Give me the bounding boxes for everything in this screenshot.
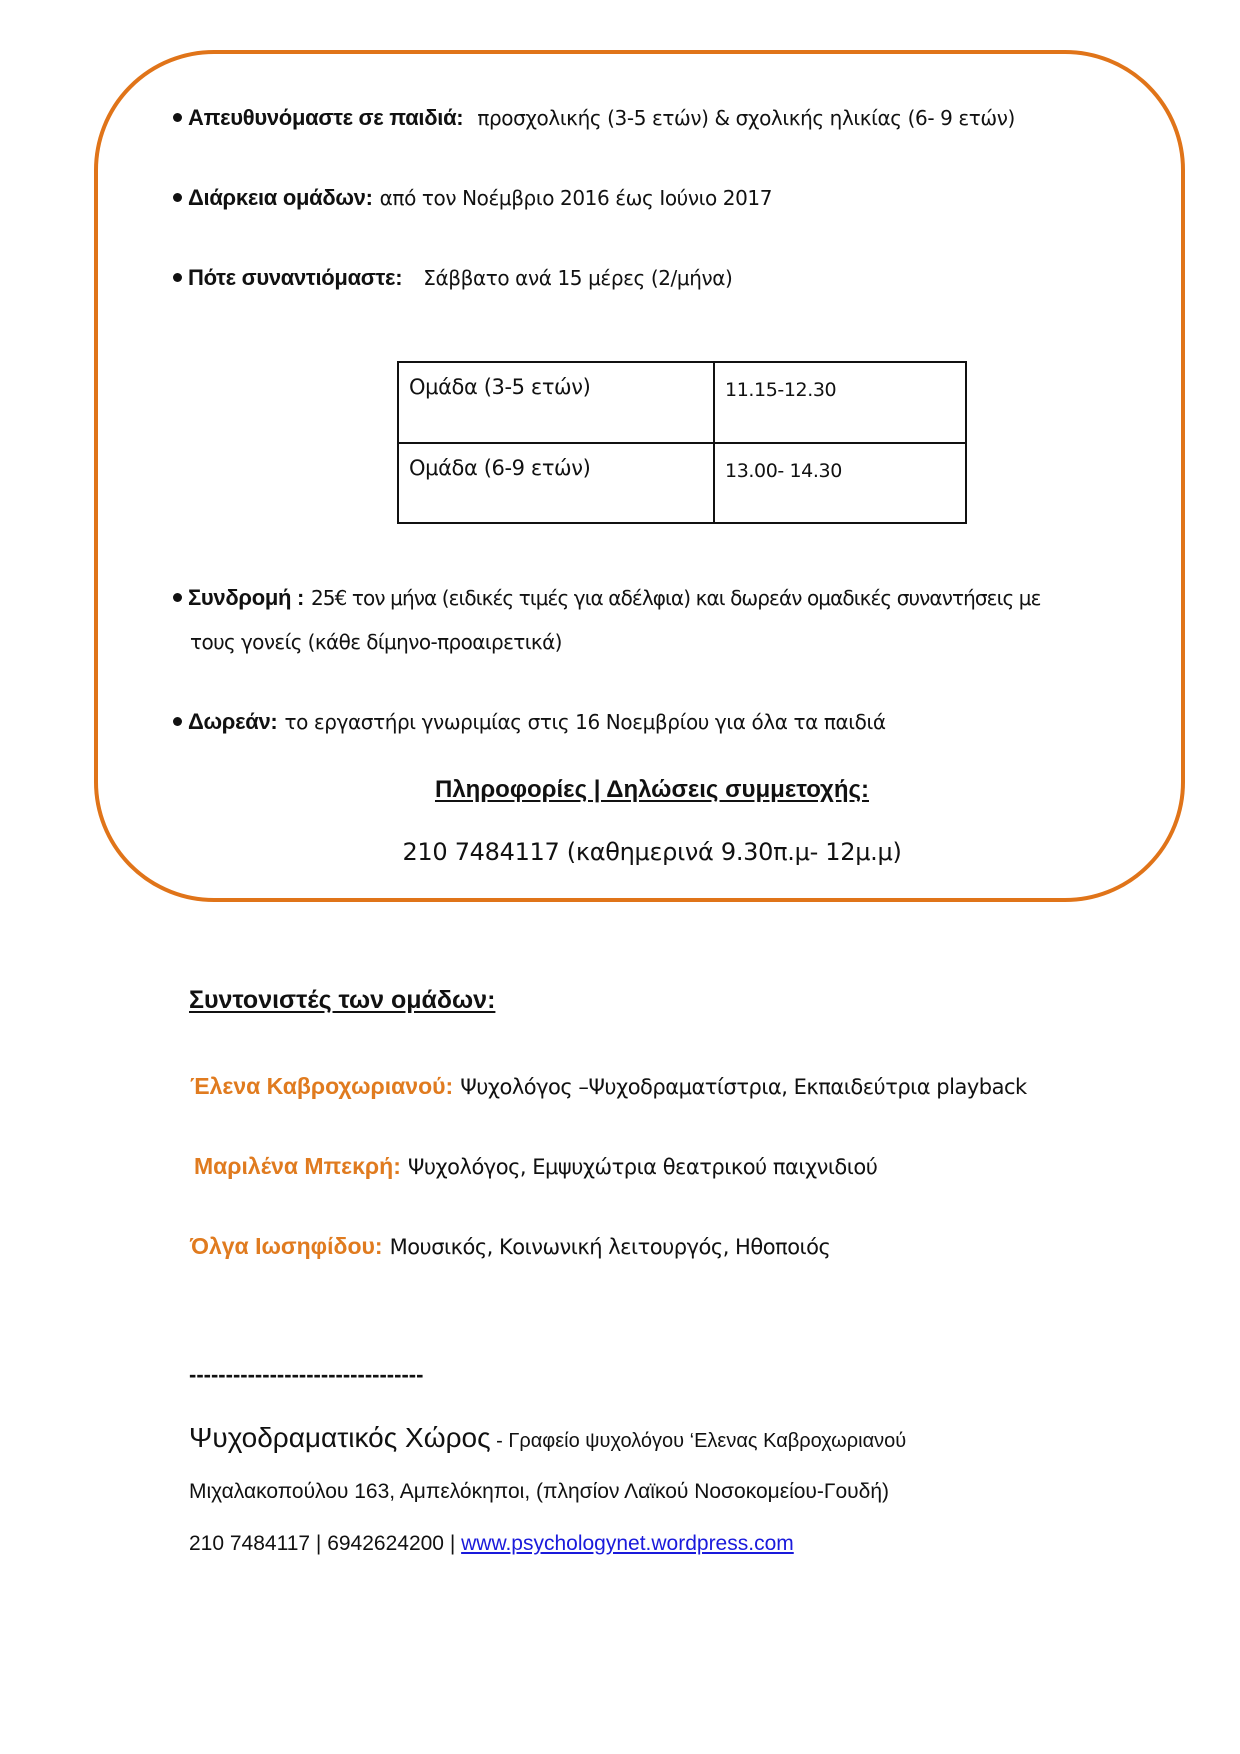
bullet-free-workshop bbox=[173, 707, 886, 738]
website-link[interactable]: www.psychologynet.wordpress.com bbox=[461, 1532, 794, 1555]
footer-address: Μιχαλακοπούλου 163, Αμπελόκηποι, (πλησίον Λαϊκού Νοσοκομείου-Γουδή) bbox=[189, 1480, 889, 1503]
footer-separator bbox=[189, 1360, 423, 1391]
footer-subtitle: - Γραφείο ψυχολόγου ‘Ελενας Καβροχωριανού bbox=[490, 1430, 907, 1452]
footer-address-row bbox=[189, 1477, 889, 1507]
bullet-meeting-time bbox=[173, 263, 732, 294]
coordinators-heading-row bbox=[189, 985, 495, 1017]
footer-phones: 210 7484117 | 6942624200 | bbox=[189, 1532, 462, 1555]
info-heading-row bbox=[0, 776, 1240, 804]
bullet-label: Απευθυνόμαστε σε παιδιά: bbox=[188, 105, 464, 130]
bullet-subscription bbox=[173, 583, 1041, 614]
bullet-value: 25€ τον μήνα (ειδικές τιμές για αδέλφια) και δωρεάν ομαδικές συναντήσεις με bbox=[310, 586, 1041, 610]
time-cell: 11.15-12.30 bbox=[714, 362, 966, 443]
group-cell: Ομάδα (3-5 ετών) bbox=[398, 362, 714, 443]
bullet-value-line2: τους γονείς (κάθε δίμηνο-προαιρετικά) bbox=[190, 630, 562, 654]
bullet-icon bbox=[173, 717, 182, 726]
separator-dashes: -------------------------------- bbox=[189, 1362, 424, 1387]
coordinator-marilena bbox=[194, 1151, 877, 1183]
bullet-value: το εργαστήρι γνωριμίας στις 16 Νοεμβρίου για όλα τα παιδιά bbox=[284, 710, 886, 734]
bullet-value: προσχολικής (3-5 ετών) & σχολικής ηλικίας (6- 9 ετών) bbox=[477, 106, 1015, 130]
bullet-icon bbox=[173, 593, 182, 602]
coordinators-heading: Συντονιστές των ομάδων: bbox=[189, 986, 496, 1014]
coordinator-name: Όλγα Ιωσηφίδου: bbox=[190, 1233, 383, 1259]
bullet-label: Πότε συναντιόμαστε: bbox=[188, 265, 403, 290]
info-phone-row bbox=[0, 838, 1240, 866]
coordinator-role: Ψυχολόγος, Εμψυχώτρια θεατρικού παιχνιδιού bbox=[407, 1155, 878, 1179]
info-heading: Πληροφορίες | Δηλώσεις συμμετοχής: bbox=[434, 776, 869, 803]
bullet-label: Διάρκεια ομάδων: bbox=[188, 185, 373, 210]
table-row bbox=[398, 443, 966, 524]
bullet-audience bbox=[173, 103, 1015, 134]
table-row bbox=[398, 362, 966, 443]
bullet-icon bbox=[173, 273, 182, 282]
info-phone: 210 7484117 (καθημερινά 9.30π.μ- 12μ.μ) bbox=[402, 838, 902, 866]
bullet-subscription-line2 bbox=[190, 627, 562, 658]
bullet-label: Δωρεάν: bbox=[188, 709, 278, 734]
footer-title-row bbox=[189, 1420, 906, 1459]
coordinator-elena bbox=[190, 1071, 1027, 1103]
bullet-label: Συνδρομή : bbox=[188, 585, 304, 610]
coordinator-olga bbox=[190, 1231, 830, 1263]
bullet-value: Σάββατο ανά 15 μέρες (2/μήνα) bbox=[423, 266, 733, 290]
schedule-table bbox=[397, 361, 967, 524]
bullet-value: από τον Νοέμβριο 2016 έως Ιούνιο 2017 bbox=[379, 186, 773, 210]
footer-contact-row bbox=[189, 1529, 794, 1559]
bullet-icon bbox=[173, 113, 182, 122]
bullet-duration bbox=[173, 183, 772, 214]
coordinator-role: Ψυχολόγος –Ψυχοδραματίστρια, Εκπαιδεύτρια playback bbox=[460, 1075, 1027, 1099]
footer-title: Ψυχοδραματικός Χώρος bbox=[189, 1422, 491, 1453]
bullet-icon bbox=[173, 193, 182, 202]
coordinator-role: Μουσικός, Κοινωνική λειτουργός, Ηθοποιός bbox=[389, 1235, 831, 1259]
coordinator-name: Μαριλένα Μπεκρή: bbox=[194, 1153, 401, 1179]
group-cell: Ομάδα (6-9 ετών) bbox=[398, 443, 714, 524]
time-cell: 13.00- 14.30 bbox=[714, 443, 966, 524]
coordinator-name: Έλενα Καβροχωριανού: bbox=[190, 1073, 454, 1099]
